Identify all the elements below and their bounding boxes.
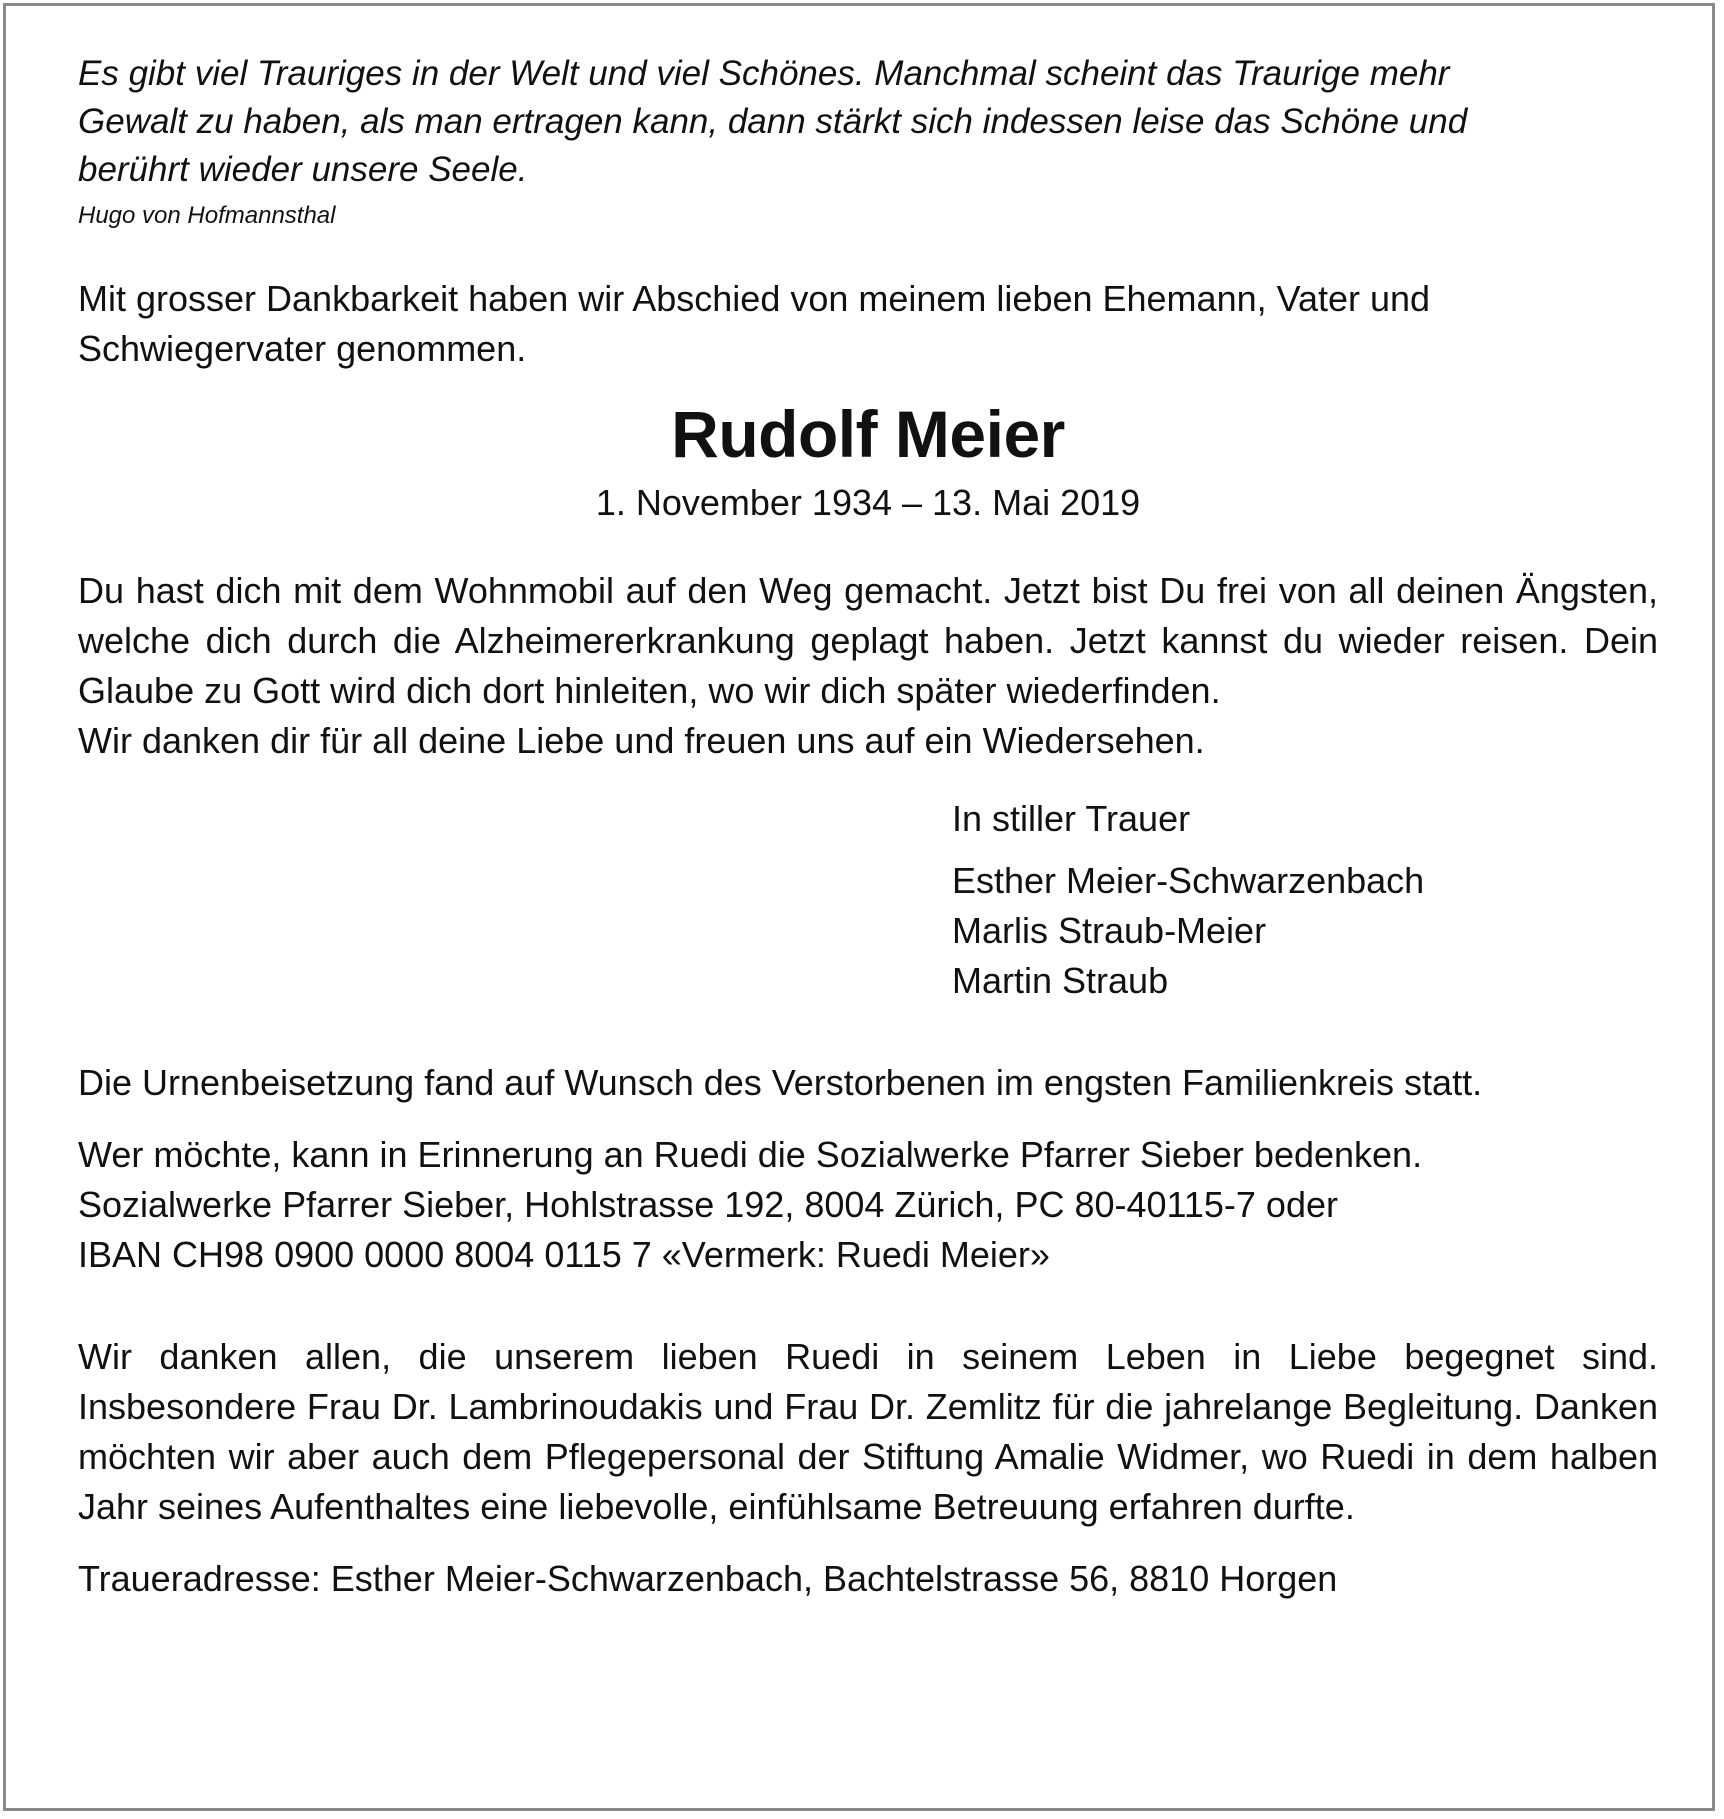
obituary-frame	[3, 3, 1715, 1811]
obituary-content	[78, 50, 1658, 1604]
quote-author: Hugo von Hofmannsthal	[78, 202, 336, 229]
intro-text: Mit grosser Dankbarkeit haben wir Abschied von meinem lieben Ehemann, Vater und Schwiegervater genommen.	[78, 278, 1431, 369]
mourner-name: Marlis Straub-Meier	[952, 910, 1267, 951]
thanks-text: Wir danken allen, die unserem lieben Ruedi in seinem Leben in Liebe begegnet sind. Insbesondere Frau Dr. Lambrinoudakis und Frau Dr. Zemlitz für die jahrelange Begleitung. Danken möchten wir aber auch dem Pflegepersonal der Stiftung Amalie Widmer, wo Ruedi in dem halben Jahr seines Aufenthaltes eine liebevolle, einfühlsame Betreuung erfahren durfte.	[78, 1336, 1658, 1527]
opening-quote: Es gibt viel Trauriges in der Welt und viel Schönes. Manchmal scheint das Traurige mehr Gewalt zu haben, als man ertragen kann, dann stärkt sich indessen leise das Schöne und berührt wieder unsere Seele.	[78, 54, 1468, 189]
mourner-name: Martin Straub	[952, 960, 1169, 1001]
farewell-message: Du hast dich mit dem Wohnmobil auf den Weg gemacht. Jetzt bist Du frei von all deinen Ängsten, welche dich durch die Alzheimererkrankung geplagt haben. Jetzt kannst du wieder reisen. Dein Glaube zu Gott wird dich dort hinleiten, wo wir dich später wiederfinden.	[78, 570, 1658, 711]
farewell-closing: Wir danken dir für all deine Liebe und freuen uns auf ein Wiedersehen.	[78, 720, 1205, 761]
mourners-block	[952, 794, 1658, 1006]
mourners-heading: In stiller Trauer	[952, 798, 1191, 839]
deceased-name: Rudolf Meier	[671, 397, 1065, 471]
life-dates: 1. November 1934 – 13. Mai 2019	[595, 482, 1141, 523]
mourning-address: Traueradresse: Esther Meier-Schwarzenbach, Bachtelstrasse 56, 8810 Horgen	[78, 1558, 1338, 1599]
mourner-name: Esther Meier-Schwarzenbach	[952, 860, 1425, 901]
donation-info: Wer möchte, kann in Erinnerung an Ruedi die Sozialwerke Pfarrer Sieber bedenken. Sozialwerke Pfarrer Sieber, Hohlstrasse 192, 8004 Zürich, PC 80-40115-7 oder IBAN CH98 0900 0000 8004 0115 7 «Vermerk: Ruedi Meier»	[78, 1134, 1423, 1275]
burial-notice: Die Urnenbeisetzung fand auf Wunsch des Verstorbenen im engsten Familienkreis statt.	[78, 1062, 1483, 1103]
